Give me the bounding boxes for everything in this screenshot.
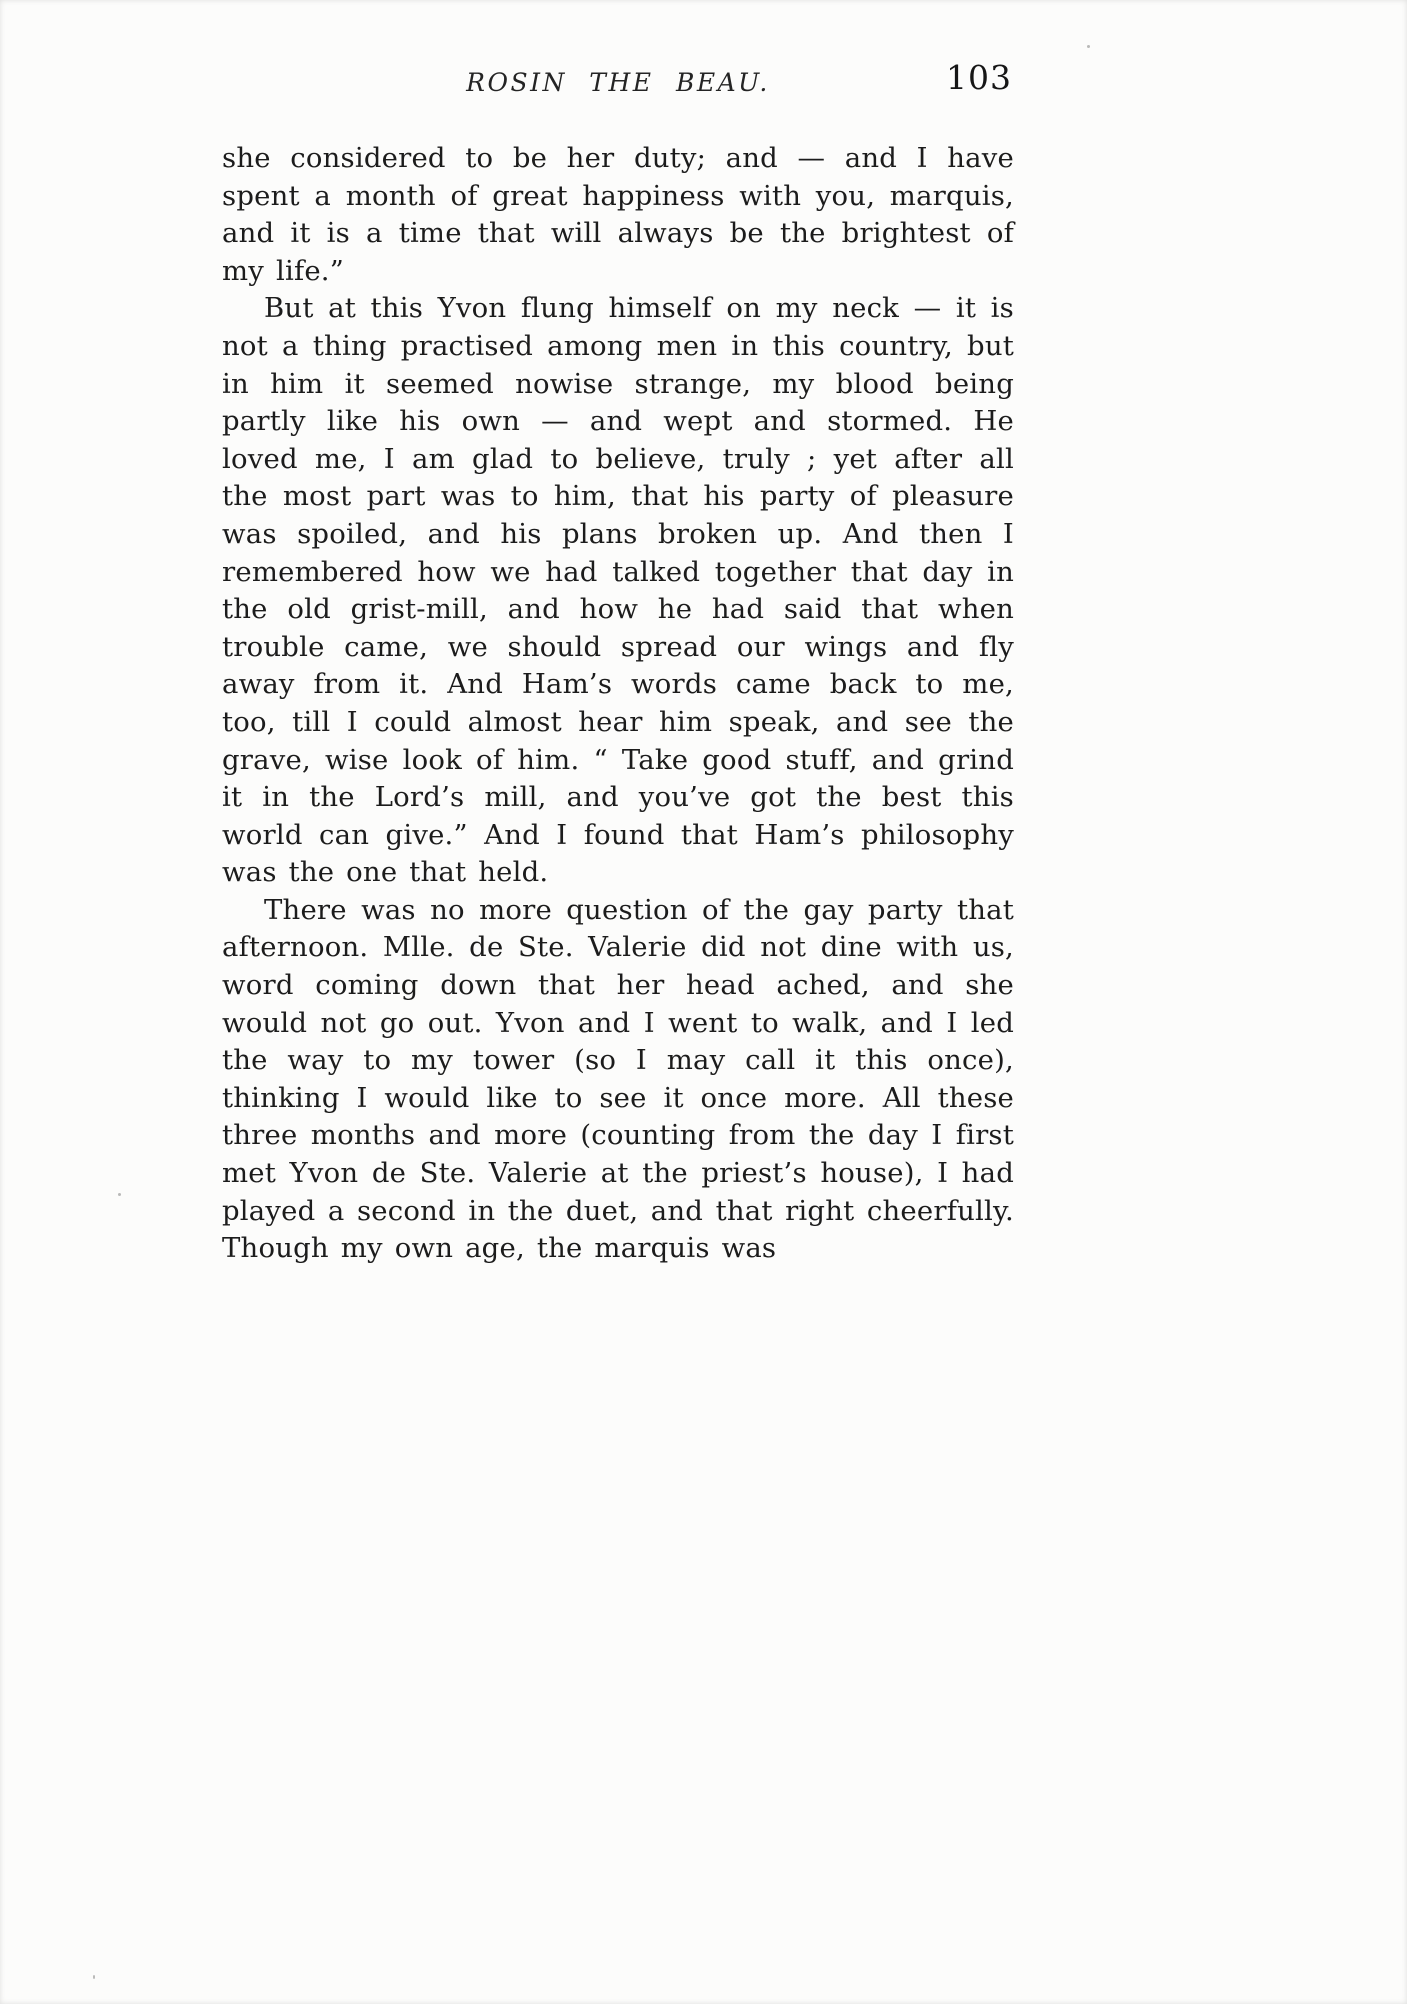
running-title: ROSIN THE BEAU. <box>466 68 770 97</box>
paragraph-3: There was no more question of the gay party that afternoon. Mlle. de Ste. Valerie did not dine with us, word coming down that her head ached, and she would not go out. Yvon and I went to walk, and I led the way to my tower (so I may call it this once), thinking I would like to see it once more. All these three months and more (counting from the day I first met Yvon de Ste. Valerie at the priest’s house), I had played a second in the duet, and that right cheerfully. Though my own age, the marquis was <box>222 893 1014 1265</box>
text-block <box>222 58 1014 1268</box>
page-header <box>222 58 1014 110</box>
scan-speck <box>118 1193 121 1196</box>
page-number: 103 <box>946 58 1012 97</box>
paragraph-1: she considered to be her duty; and — and I have spent a month of great happiness with you, marquis, and it is a time that will always be the brightest of my life.” <box>222 142 1014 287</box>
paragraph-2: But at this Yvon flung himself on my neck — it is not a thing practised among men in this country, but in him it seemed nowise strange, my blood being partly like his own — and wept and stormed. He loved me, I am glad to believe, truly ; yet after all the most part was to him, that his party of pleasure was spoiled, and his plans broken up. And then I remembered how we had talked together that day in the old grist-mill, and how he had said that when trouble came, we should spread our wings and fly away from it. And Ham’s words came back to me, too, till I could almost hear him speak, and see the grave, wise look of him. “ Take good stuff, and grind it in the Lord’s mill, and you’ve got the best this world can give.” And I found that Ham’s philosophy was the one that held. <box>222 292 1014 889</box>
scan-speck <box>1087 45 1090 48</box>
scan-speck <box>93 1975 95 1979</box>
body-text <box>222 140 1014 1268</box>
